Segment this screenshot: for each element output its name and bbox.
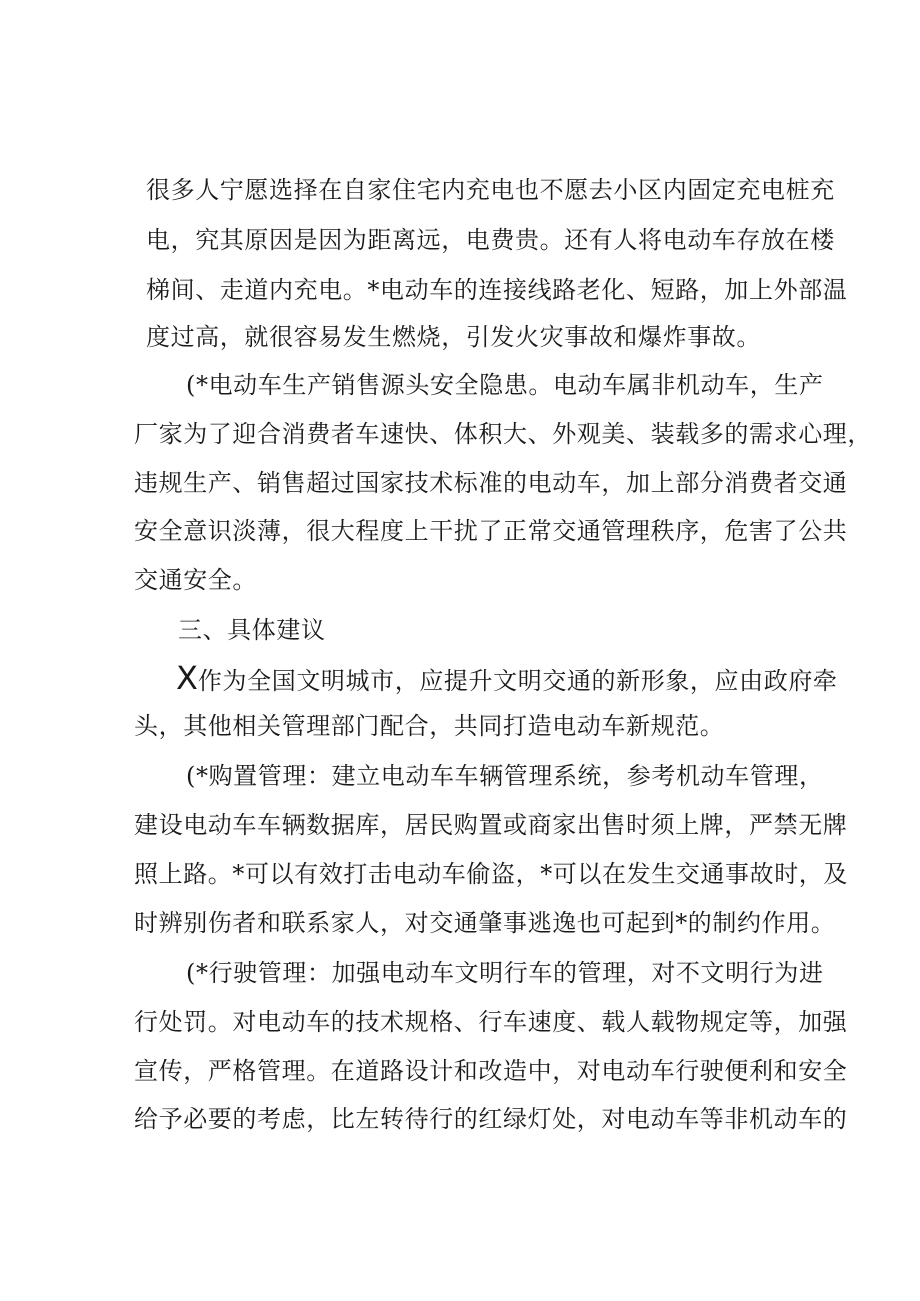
paragraph-5-line-3: 宣传，严格管理。在道路设计和改造中，对电动车行驶便利和安全	[134, 1057, 848, 1085]
paragraph-4-line-2: 建设电动车车辆数据库，居民购置或商家出售时须上牌，严禁无牌	[134, 811, 848, 839]
placeholder-mark: X	[176, 659, 198, 697]
paragraph-2-line-2: 厂家为了迎合消费者车速快、体积大、外观美、装载多的需求心理，	[134, 420, 872, 448]
paragraph-1-line-1: 很多人宁愿选择在自家住宅内充电也不愿去小区内固定充电桩充	[146, 176, 835, 204]
paragraph-1-line-4: 度过高，就很容易发生燃烧，引发火灾事故和爆炸事故。	[146, 323, 761, 351]
paragraph-4-line-3: 照上路。*可以有效打击电动车偷盗，*可以在发生交通事故时，及	[134, 860, 848, 888]
paragraph-5-line-4: 给予必要的考虑，比左转待行的红绿灯处，对电动车等非机动车的	[134, 1105, 848, 1133]
paragraph-5-line-2: 行处罚。对电动车的技术规格、行车速度、载人载物规定等，加强	[134, 1008, 848, 1036]
paragraph-2-line-5: 交通安全。	[134, 566, 257, 594]
paragraph-2-line-3: 违规生产、销售超过国家技术标准的电动车，加上部分消费者交通	[134, 469, 848, 497]
paragraph-3-line-1-text: 作为全国文明城市，应提升文明交通的新形象，应由政府牵	[197, 667, 838, 695]
paragraph-4-line-4: 时辨别伤者和联系家人，对交通肇事逃逸也可起到*的制约作用。	[134, 909, 836, 937]
paragraph-2-line-4: 安全意识淡薄，很大程度上干扰了正常交通管理秩序，危害了公共	[134, 517, 848, 545]
paragraph-4-line-1: (*购置管理：建立电动车车辆管理系统，参考机动车管理，	[186, 762, 824, 790]
paragraph-3-line-1	[176, 659, 838, 697]
paragraph-1-line-2: 电，究其原因是因为距离远，电费贵。还有人将电动车存放在楼	[146, 226, 835, 254]
paragraph-5-line-1: (*行驶管理：加强电动车文明行车的管理，对不文明行为进	[186, 959, 824, 987]
paragraph-2-line-1: (*电动车生产销售源头安全隐患。电动车属非机动车，生产	[186, 371, 824, 399]
paragraph-1-line-3: 梯间、走道内充电。*电动车的连接线路老化、短路，加上外部温	[146, 276, 848, 304]
paragraph-3-line-2: 头，其他相关管理部门配合，共同打造电动车新规范。	[134, 712, 725, 740]
section-heading: 三、具体建议	[178, 616, 326, 644]
